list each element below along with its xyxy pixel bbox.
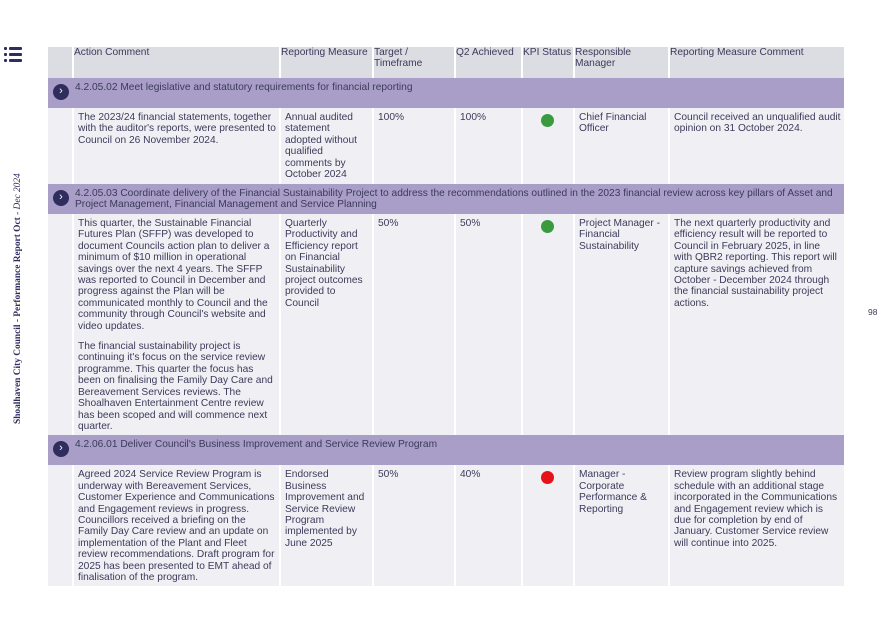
menu-icon[interactable]	[4, 47, 22, 63]
action-comment-cell	[73, 108, 280, 184]
row-spacer	[48, 214, 73, 435]
document-title	[13, 173, 23, 424]
chevron-right-icon[interactable]: ›	[53, 441, 69, 457]
kpi-status-icon	[541, 220, 554, 233]
kpi-status-cell	[522, 465, 574, 586]
action-comment-text: This quarter, the Sustainable Financial Futures Plan (SFFP) was developed to document Councils action plan to deliver a minimum of $10 million in operational savings over the next 4 years. The SFFP was reported to Council in December and progress against the Plan will be communicated monthly to Council and the community through Council's website and video updates.	[78, 218, 270, 332]
kpi-status-cell	[522, 108, 574, 184]
responsible-manager-cell: Manager - Corporate Performance & Reporting	[574, 465, 669, 586]
header-q2-achieved: Q2 Achieved	[455, 47, 522, 78]
target-cell: 100%	[373, 108, 455, 184]
section-title: 4.2.05.02 Meet legislative and statutory requirements for financial reporting	[75, 82, 413, 93]
chevron-right-icon[interactable]: ›	[53, 84, 69, 100]
header-reporting-measure: Reporting Measure	[280, 47, 373, 78]
header-target: Target / Timeframe	[373, 47, 455, 78]
section-header[interactable]	[48, 184, 844, 214]
table-row	[48, 214, 844, 435]
q2-achieved-cell: 100%	[455, 108, 522, 184]
action-comment-text: Agreed 2024 Service Review Program is underway with Bereavement Services, Customer Experience and Communications and Engagement reviews in progress. Councillors received a briefing on the Family Day Care review and an update on implementation of the Plant and Fleet review recommendations. Draft program for 2025 has been presented to EMT ahead of finalisation of the program.	[78, 469, 275, 583]
header-measure-comment: Reporting Measure Comment	[669, 47, 844, 78]
responsible-manager-cell: Project Manager - Financial Sustainability	[574, 214, 669, 435]
reporting-measure-cell: Annual audited statement adopted without qualified comments by October 2024	[280, 108, 373, 184]
kpi-status-cell	[522, 214, 574, 435]
measure-comment-cell: Council received an unqualified audit opinion on 31 October 2024.	[669, 108, 844, 184]
q2-achieved-cell: 40%	[455, 465, 522, 586]
row-spacer	[48, 465, 73, 586]
target-cell: 50%	[373, 465, 455, 586]
action-comment-text: The 2023/24 financial statements, together with the auditor's reports, were presented to Council on 26 November 2024.	[78, 112, 276, 146]
action-comment-cell	[73, 465, 280, 586]
table-row	[48, 465, 844, 586]
row-spacer	[48, 108, 73, 184]
document-title-date: - Dec 2024	[13, 173, 23, 215]
header-responsible-manager: Responsible Manager	[574, 47, 669, 78]
section-header[interactable]	[48, 78, 844, 108]
reporting-measure-cell: Endorsed Business Improvement and Service Review Program implemented by June 2025	[280, 465, 373, 586]
header-blank	[48, 47, 73, 78]
document-title-main: Shoalhaven City Council - Performance Report Oct	[13, 217, 23, 424]
chevron-right-icon[interactable]: ›	[53, 190, 69, 206]
table-row	[48, 108, 844, 184]
kpi-status-icon	[541, 114, 554, 127]
table-header-row	[48, 47, 844, 78]
action-comment-cell	[73, 214, 280, 435]
reporting-measure-cell: Quarterly Productivity and Efficiency report on Financial Sustainability project outcomes provided to Council	[280, 214, 373, 435]
header-action-comment: Action Comment	[73, 47, 280, 78]
measure-comment-cell: The next quarterly productivity and efficiency result will be reported to Council in February 2025, in line with QBR2 reporting. This report will capture savings achieved from October - December 2024 through the financial sustainability project actions.	[669, 214, 844, 435]
header-kpi-status: KPI Status	[522, 47, 574, 78]
q2-achieved-cell: 50%	[455, 214, 522, 435]
performance-table	[48, 47, 844, 586]
page-number: 98	[868, 307, 878, 317]
section-title: 4.2.06.01 Deliver Council's Business Improvement and Service Review Program	[75, 439, 438, 451]
section-header[interactable]	[48, 435, 844, 465]
measure-comment-cell: Review program slightly behind schedule with an additional stage incorporated in the Communications and Engagement review which is due for completion by end of January. Customer Service review will continue into 2025.	[669, 465, 844, 586]
action-comment-text: The financial sustainability project is continuing it's focus on the service review programme. This quarter the focus has been on finalising the Family Day Care and Bereavement Services reviews. The Shoalhaven Entertainment Centre review has been scoped and will commence next quarter.	[78, 341, 273, 432]
target-cell: 50%	[373, 214, 455, 435]
section-title: 4.2.05.03 Coordinate delivery of the Financial Sustainability Project to address the recommendations outlined in the 2023 financial review across key pillars of Asset and Project Management, Financial Management and Service Planning	[75, 188, 833, 211]
responsible-manager-cell: Chief Financial Officer	[574, 108, 669, 184]
kpi-status-icon	[541, 471, 554, 484]
